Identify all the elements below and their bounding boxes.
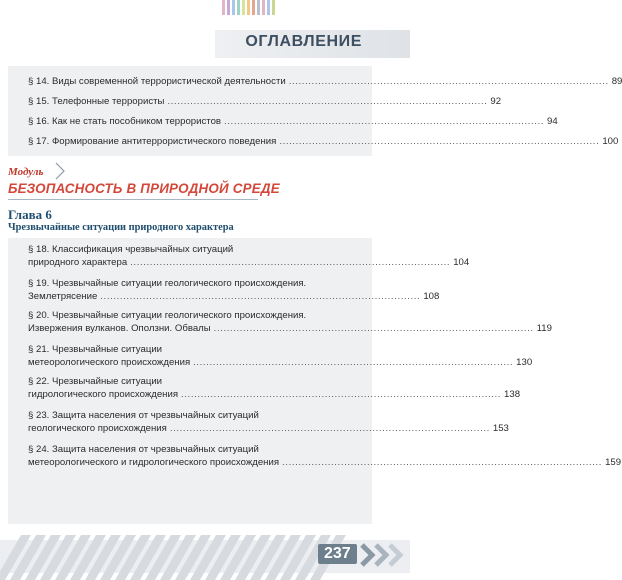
chapter-title: Чрезвычайные ситуации природного характера: [8, 222, 234, 233]
color-stripe: [232, 0, 235, 15]
color-stripe: [257, 0, 260, 15]
leader-dots: ..................................................................................................: [224, 116, 545, 127]
toc-entry-title: § 19. Чрезвычайные ситуации геологического происхождения.: [28, 278, 307, 289]
toc-entry-page: 94: [547, 116, 558, 127]
toc-card-terrorism: [8, 66, 622, 156]
leader-dots: ..................................................................................................: [279, 136, 600, 147]
toc-entry-title: § 21. Чрезвычайные ситуации: [28, 344, 163, 355]
color-stripe: [247, 0, 250, 15]
toc-entry-title-cont: Извержения вулканов. Оползни. Обвалы: [28, 323, 211, 334]
toc-entry-title: § 24. Защита населения от чрезвычайных ситуаций: [28, 444, 259, 455]
leader-dots: ..................................................................................................: [282, 457, 603, 468]
toc-entry[interactable]: [28, 457, 622, 469]
toc-entry-page: 119: [536, 323, 552, 334]
toc-entry-page: 153: [492, 423, 509, 434]
color-stripe: [237, 0, 240, 15]
toc-entry-title-cont: метеорологического происхождения: [28, 357, 191, 368]
module-label: Модуль: [8, 166, 44, 178]
top-color-stripes: [216, 0, 410, 20]
toc-entry-title-cont: Землетрясение: [28, 291, 98, 302]
toc-entry-title: § 22. Чрезвычайные ситуации: [28, 376, 163, 387]
leader-dots: ..................................................................................................: [193, 357, 514, 368]
chevron-right-icon: [54, 162, 66, 180]
toc-entry[interactable]: [28, 357, 533, 369]
color-stripe: [267, 0, 270, 15]
leader-dots: ..................................................................................................: [288, 76, 609, 87]
toc-entry[interactable]: [28, 423, 509, 435]
toc-entry-page: 159: [605, 457, 622, 468]
toc-entry-page: 100: [602, 136, 619, 147]
toc-entry-page: 104: [453, 257, 470, 268]
page-title: ОГЛАВЛЕНИЕ: [245, 33, 362, 50]
toc-entry-title: § 15. Телефонные террористы: [28, 96, 165, 107]
toc-entry[interactable]: [28, 96, 502, 108]
module-title: БЕЗОПАСНОСТЬ В ПРИРОДНОЙ СРЕДЕ: [8, 181, 280, 196]
toc-entry-page: 130: [516, 357, 533, 368]
toc-entry-title-cont: геологического происхождения: [28, 423, 167, 434]
toc-card-natural: [8, 238, 622, 524]
color-stripe: [262, 0, 265, 15]
leader-dots: ..................................................................................................: [169, 423, 490, 434]
chapter-number: Глава 6: [8, 207, 52, 222]
toc-entry-page: 108: [423, 291, 440, 302]
leader-dots: ..................................................................................................: [100, 291, 421, 302]
module-divider: [8, 199, 258, 200]
color-stripe: [242, 0, 245, 15]
toc-entry-title: § 23. Защита населения от чрезвычайных ситуаций: [28, 410, 259, 421]
color-stripe: [272, 0, 275, 15]
toc-entry[interactable]: [28, 116, 558, 128]
leader-dots: ..................................................................................................: [167, 96, 488, 107]
toc-entry-title: § 18. Классификация чрезвычайных ситуаций: [28, 244, 234, 255]
double-chevron-right-icon: [358, 543, 406, 567]
color-stripe: [227, 0, 230, 15]
toc-entry-page: 138: [504, 389, 521, 400]
leader-dots: ..................................................................................................: [213, 323, 534, 334]
leader-dots: ..................................................................................................: [181, 389, 502, 400]
toc-entry-page: 92: [490, 96, 502, 107]
page-number: 237: [318, 544, 357, 564]
toc-entry[interactable]: [28, 76, 622, 88]
toc-entry[interactable]: [28, 291, 440, 303]
toc-entry[interactable]: [28, 389, 521, 401]
toc-entry-page: 89: [611, 76, 622, 87]
color-stripe: [252, 0, 255, 15]
toc-entry-title: § 20. Чрезвычайные ситуации геологического происхождения.: [28, 310, 307, 321]
toc-entry[interactable]: [28, 323, 552, 335]
toc-entry-title-cont: гидрологического происхождения: [28, 389, 179, 400]
toc-entry-title: § 14. Виды современной террористической деятельности: [28, 76, 286, 87]
toc-entry-title: § 16. Как не стать пособником террористов: [28, 116, 222, 127]
leader-dots: ..................................................................................................: [130, 257, 451, 268]
color-stripe: [222, 0, 225, 15]
toc-entry-title-cont: метеорологического и гидрологического происхождения: [28, 457, 280, 468]
toc-entry[interactable]: [28, 257, 470, 269]
toc-entry-title-cont: природного характера: [28, 257, 128, 268]
toc-entry[interactable]: [28, 136, 619, 148]
toc-entry-title: § 17. Формирование антитеррористического поведения: [28, 136, 277, 147]
